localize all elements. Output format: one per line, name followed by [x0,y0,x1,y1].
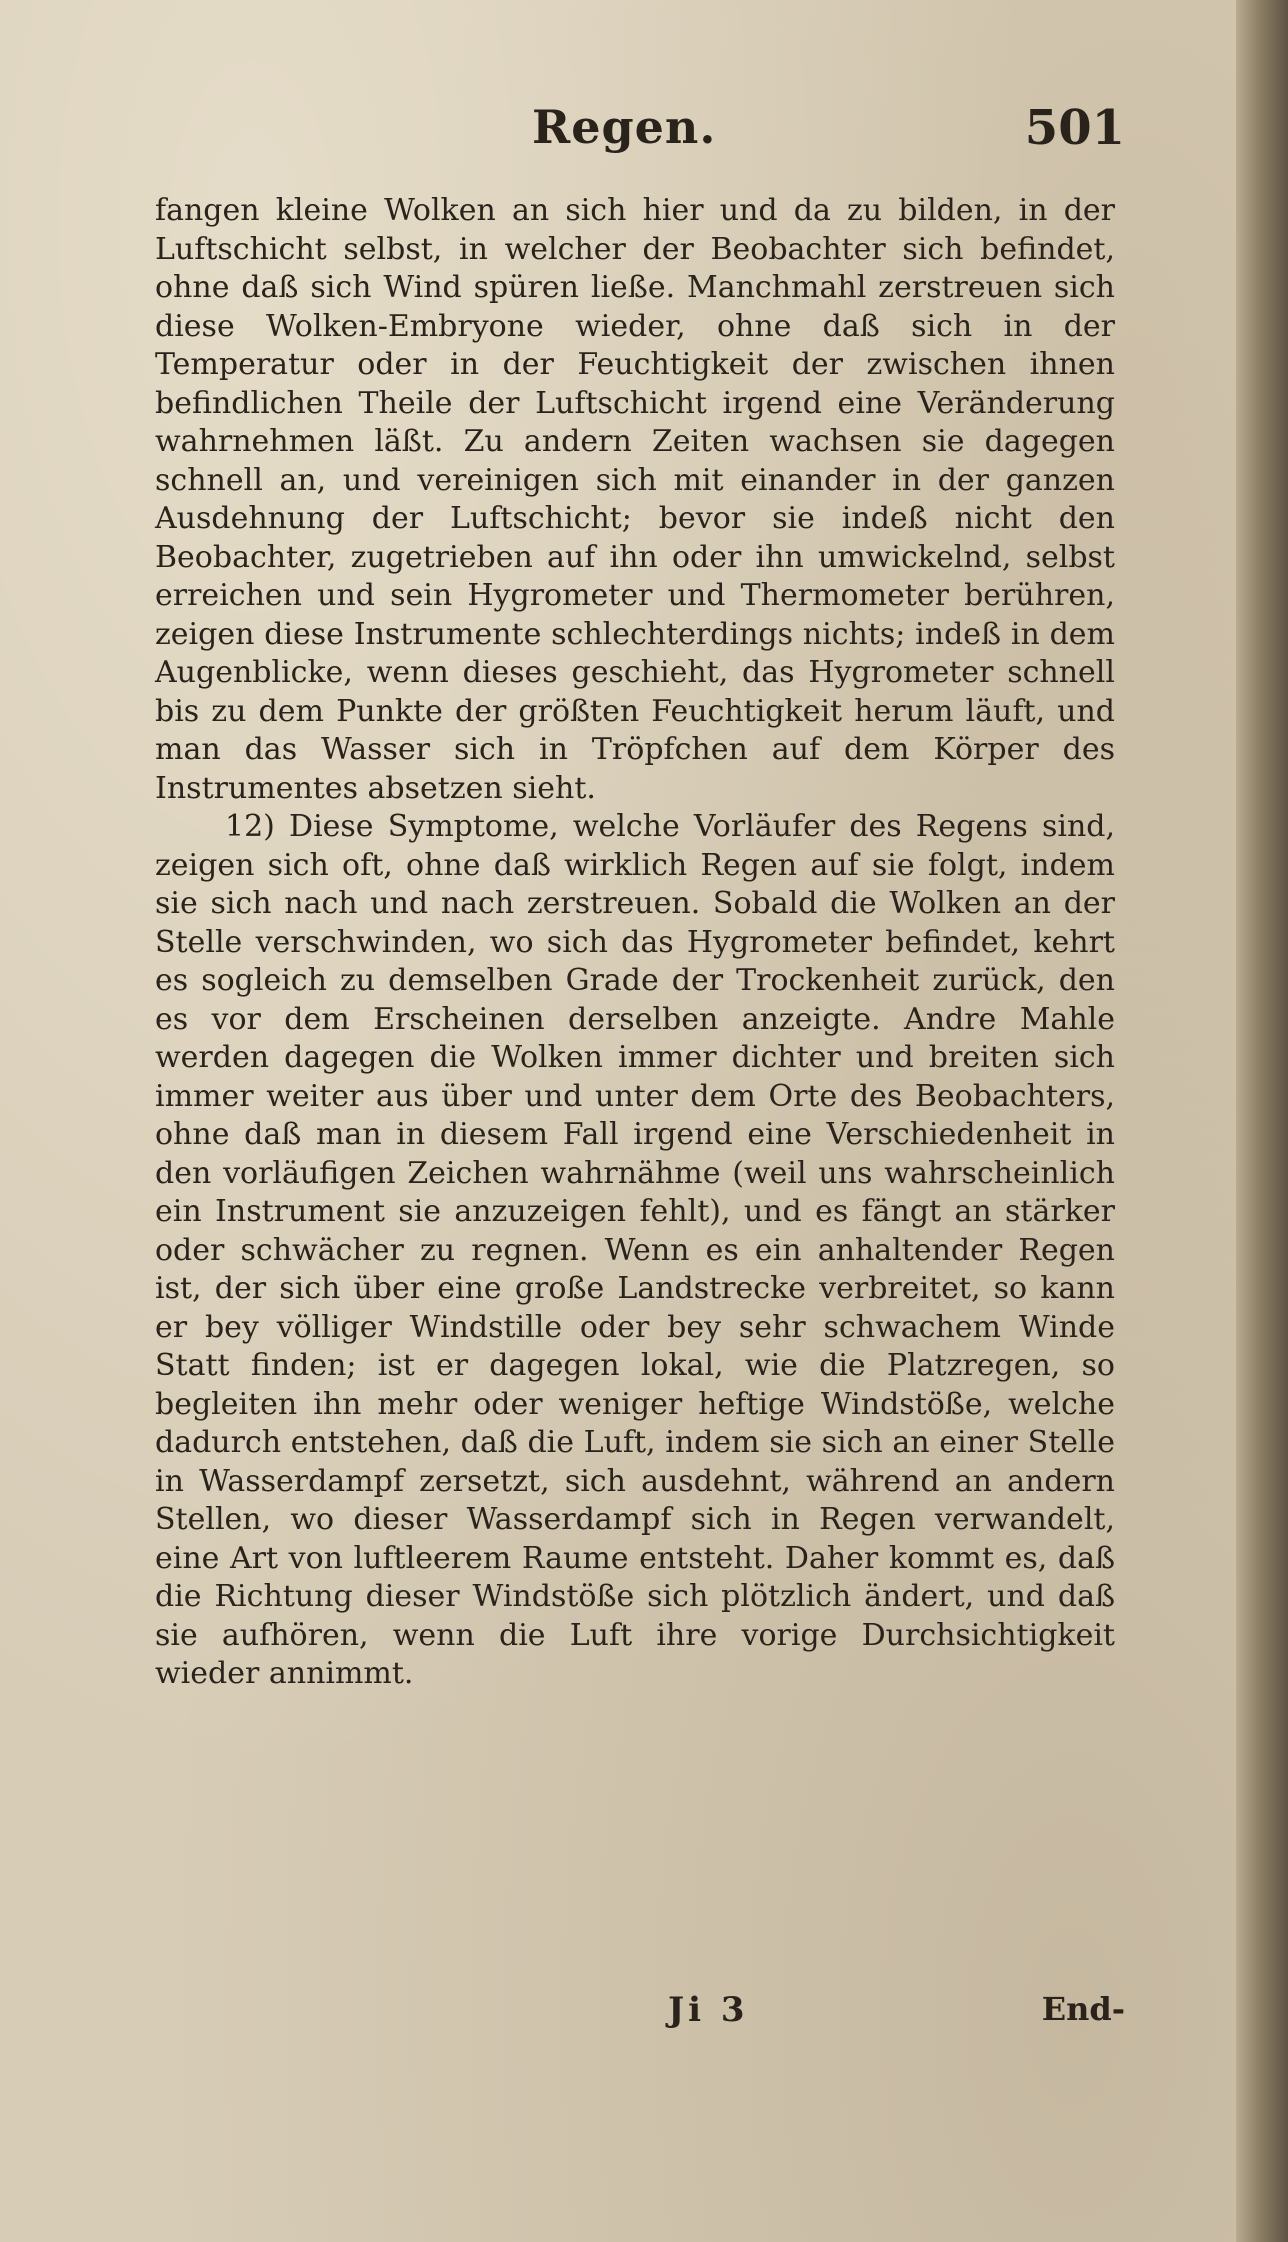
running-title: Regen. [532,100,717,154]
page-header [140,100,1125,170]
binding-shadow [1236,0,1288,2242]
page-number: 501 [1024,100,1125,156]
paragraph-12: 12) Diese Symptome, welche Vorläufer des Regens sind, zeigen sich oft, ohne daß wirklich Regen auf sie folgt, indem sie sich nach und nach zerstreuen. Sobald die Wolken an der Stelle verschwinden, wo sich das Hygrometer befindet, kehrt es sogleich zu demselben Grade der Trockenheit zurück, den es vor dem Erscheinen derselben anzeigte. Andre Mahle werden dagegen die Wolken immer dichter und breiten sich immer weiter aus über und unter dem Orte des Beobachters, ohne daß man in diesem Fall irgend eine Verschiedenheit in den vorläufigen Zeichen wahrnähme (weil uns wahrscheinlich ein Instrument sie anzuzeigen fehlt), und es fängt an stärker oder schwächer zu regnen. Wenn es ein anhaltender Regen ist, der sich über eine große Landstrecke verbreitet, so kann er bey völliger Windstille oder bey sehr schwachem Winde Statt finden; ist er dagegen lokal, wie die Platzregen, so begleiten ihn mehr oder weniger heftige Windstöße, welche dadurch entstehen, daß die Luft, indem sie sich an einer Stelle in Wasserdampf zersetzt, sich ausdehnt, während an andern Stellen, wo dieser Wasserdampf sich in Regen verwandelt, eine Art von luftleerem Raume entsteht. Daher kommt es, daß die Richtung dieser Windstöße sich plötzlich ändert, und daß sie aufhören, wenn die Luft ihre vorige Durchsichtigkeit wieder annimmt. [155,809,1115,1691]
page-footer [140,1990,1125,2050]
body-text [155,192,1115,1694]
signature-mark: Ji 3 [668,1990,749,2030]
catchword: End- [1041,1990,1125,2028]
paragraph-continuation: fangen kleine Wolken an sich hier und da zu bilden, in der Luftschicht selbst, in welcher der Beobachter sich befindet, ohne daß sich Wind spüren ließe. Manchmahl zerstreuen sich diese Wolken-Embryone wieder, ohne daß sich in der Temperatur oder in der Feuchtigkeit der zwischen ihnen befindlichen Theile der Luftschicht irgend eine Veränderung wahrnehmen läßt. Zu andern Zeiten wachsen sie dagegen schnell an, und vereinigen sich mit einander in der ganzen Ausdehnung der Luftschicht; bevor sie indeß nicht den Beobachter, zugetrieben auf ihn oder ihn umwickelnd, selbst erreichen und sein Hygrometer und Thermometer berühren, zeigen diese Instrumente schlechterdings nichts; indeß in dem Augenblicke, wenn dieses geschieht, das Hygrometer schnell bis zu dem Punkte der größten Feuchtigkeit herum läuft, und man das Wasser sich in Tröpfchen auf dem Körper des Instrumentes absetzen sieht. [155,193,1115,806]
